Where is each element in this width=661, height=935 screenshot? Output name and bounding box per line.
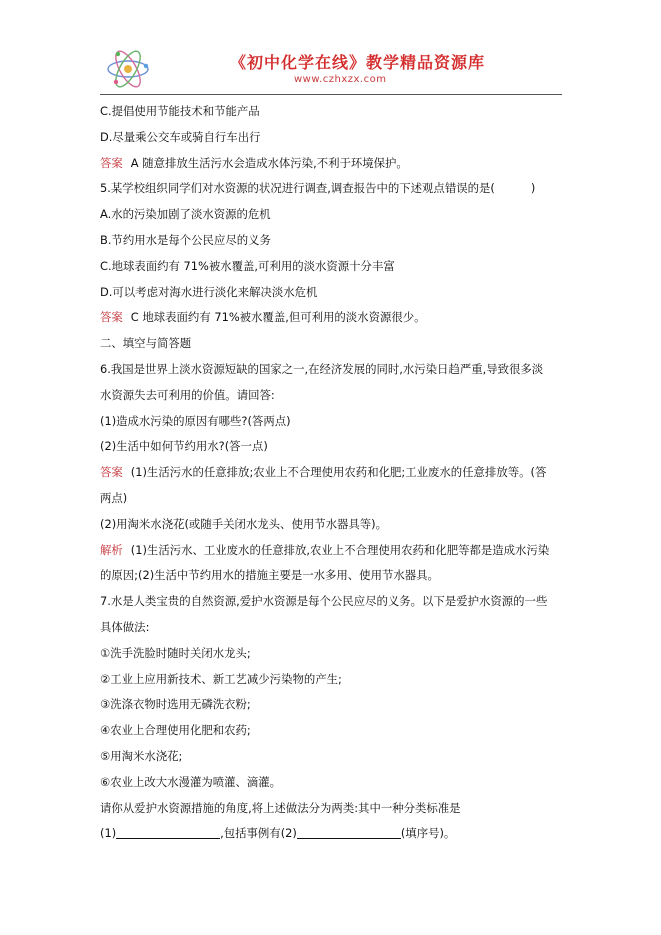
section-heading: 二、填空与简答题 — [100, 336, 192, 351]
fill-part-3: (填序号)。 — [400, 826, 456, 841]
question-5-paren: ) — [530, 181, 536, 196]
q7-item-4: ④农业上合理使用化肥和农药; — [100, 723, 251, 738]
q7-item-1: ①洗手洗脸时随时关闭水龙头; — [100, 645, 251, 660]
answer-q6-cont: 两点) — [100, 490, 128, 505]
answer-blank-1[interactable] — [116, 824, 220, 839]
q7-item-3: ③洗涤衣物时选用无磷洗衣粉; — [100, 697, 251, 712]
question-5-text: 5.某学校组织同学们对水资源的状况进行调查,调查报告中的下述观点错误的是( — [100, 181, 495, 196]
q5-option-b: B.节约用水是每个公民应尽的义务 — [100, 232, 271, 247]
analysis-q6 — [100, 538, 570, 564]
document-body — [100, 99, 570, 847]
header-url: www.czhxzx.com — [294, 74, 387, 85]
q7-item-5: ⑤用淘米水浇花; — [100, 748, 183, 763]
answer-label: 答案 — [100, 155, 123, 170]
q6-part-2: (2)生活中如何节约用水?(答一点) — [100, 439, 268, 454]
fill-part-1: (1) — [100, 826, 117, 841]
header-title: 《初中化学在线》教学精品资源库 — [230, 53, 486, 72]
option-d: D.尽量乘公交车或骑自行车出行 — [100, 129, 261, 144]
atom-logo-icon — [104, 46, 152, 92]
question-6: 6.我国是世界上淡水资源短缺的国家之一,在经济发展的同时,水污染日趋严重,导致很多淡 — [100, 361, 544, 376]
fill-part-2: ,包括事例有(2) — [220, 826, 297, 841]
answer-label: 答案 — [100, 310, 123, 325]
answer-text: A 随意排放生活污水会造成水体污染,不利于环境保护。 — [130, 155, 408, 170]
question-6-cont: 水资源失去可利用的价值。请回答: — [100, 387, 275, 402]
answer-q4 — [100, 151, 570, 177]
analysis-label: 解析 — [100, 542, 123, 557]
q5-option-a: A.水的污染加剧了淡水资源的危机 — [100, 207, 271, 222]
answer-q5 — [100, 305, 570, 331]
q7-fill-in — [100, 821, 570, 847]
answer-text: (1)生活污水的任意排放;农业上不合理使用农药和化肥;工业废水的任意排放等。(答 — [130, 465, 547, 480]
q5-option-d: D.可以考虑对海水进行淡化来解决淡水危机 — [100, 284, 318, 299]
question-7-cont: 具体做法: — [100, 619, 150, 634]
q5-option-c: C.地球表面约有 71%被水覆盖,可利用的淡水资源十分丰富 — [100, 258, 395, 273]
q7-item-2: ②工业上应用新技术、新工艺减少污染物的产生; — [100, 671, 342, 686]
analysis-text: (1)生活污水、工业废水的任意排放,农业上不合理使用农药和化肥等都是造成水污染 — [130, 542, 550, 557]
q7-item-6: ⑥农业上改大水漫灌为喷灌、滴灌。 — [100, 774, 282, 789]
q6-part-1: (1)造成水污染的原因有哪些?(答两点) — [100, 413, 291, 428]
answer-blank-2[interactable] — [297, 824, 401, 839]
option-c: C.提倡使用节能技术和节能产品 — [100, 104, 260, 118]
answer-text: C 地球表面约有 71%被水覆盖,但可利用的淡水资源很少。 — [130, 310, 426, 325]
q7-instruction: 请你从爱护水资源措施的角度,将上述做法分为两类:其中一种分类标准是 — [100, 800, 461, 815]
header-divider — [100, 94, 562, 95]
question-5 — [100, 176, 570, 202]
answer-label: 答案 — [100, 465, 123, 480]
analysis-q6-cont: 的原因;(2)生活中节约用水的措施主要是一水多用、使用节水器具。 — [100, 568, 439, 583]
page-header — [100, 44, 562, 94]
answer-q6-part-2: (2)用淘米水浇花(或随手关闭水龙头、使用节水器具等)。 — [100, 516, 388, 531]
question-7: 7.水是人类宝贵的自然资源,爱护水资源是每个公民应尽的义务。以下是爱护水资源的一些 — [100, 594, 548, 609]
answer-q6 — [100, 460, 570, 486]
